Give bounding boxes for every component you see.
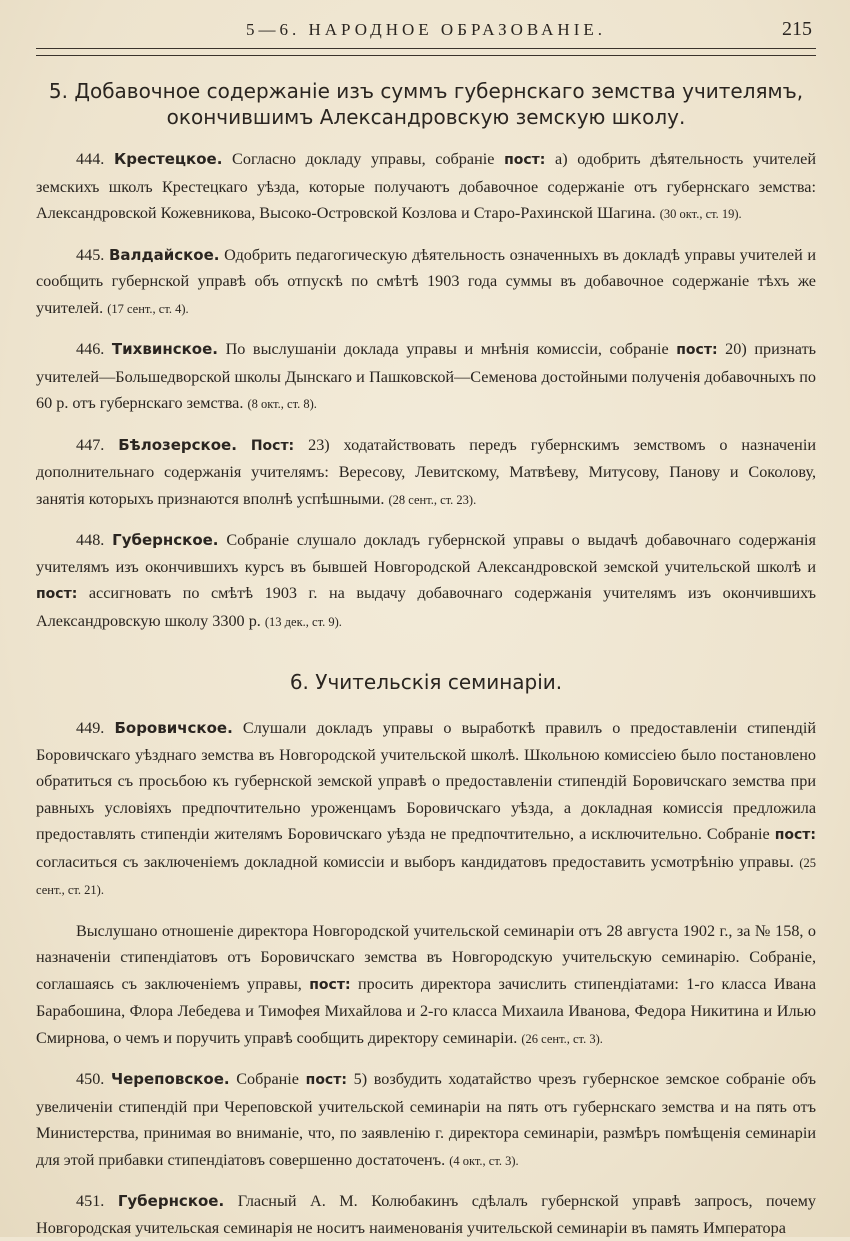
entry-ref: (17 сент., ст. 4).	[107, 301, 189, 316]
section-5-entries	[36, 146, 816, 635]
entry-ref: (28 сент., ст. 23).	[388, 492, 477, 507]
entry-ref: (13 дек., ст. 9).	[264, 614, 342, 629]
entry-pre-text: Слушали докладъ управы о выработкѣ правилъ о предоставленіи стипендій Боровичскаго уѣзднаго земства въ Новгородской учительской школѣ. Школьною комиссіею было постановлено обратиться съ просьбою къ губернской земской управѣ о предоставленіи стипендій Боровичскаго земства при равныхъ условіяхъ предпочтительно уроженцамъ Боровичскаго уѣзда, а докладная комиссія предложила предоставлять стипендіи жителямъ Боровичскаго уѣзда не предпочтительно, а исключительно. Собраніе	[36, 719, 816, 843]
header-rule-thin	[36, 55, 816, 56]
entry-place: Тихвинское.	[111, 340, 218, 358]
entry-449-continued	[36, 918, 816, 1053]
entry-text: согласиться съ заключеніемъ докладной комиссіи и выборъ кандидатовъ предоставить усмотрѣнію управы.	[36, 852, 794, 871]
entry-450	[36, 1066, 816, 1174]
entry-text: ассигновать по смѣтѣ 1903 г. на выдачу добавочнаго содержанія учителямъ изъ окончившихъ Александровскую школу 3300 р.	[36, 584, 816, 630]
entry-text: 20) признать учителей—Большедворской школы Дынскаго и Пашковской—Семенова достойными полученія добавочныхъ по 60 р. отъ губернскаго земства.	[36, 340, 817, 412]
entry-pre-text: По выслушаніи доклада управы и мнѣнія комиссіи, собраніе	[225, 340, 669, 358]
running-head-title: 5—6. НАРОДНОЕ ОБРАЗОВАНІЕ.	[245, 20, 606, 39]
entry-pre-text: Собраніе слушало докладъ губернской управы о выдачѣ добавочнаго содержанія учителямъ изъ окончившихъ курсъ въ бывшей Новгородской Александровской земской учительской школѣ и	[36, 531, 816, 576]
entry-post-label: Пост:	[250, 437, 295, 454]
entry-place: Боровичское.	[114, 719, 233, 737]
entry-place: Губернское.	[117, 1192, 225, 1210]
entry-place: Валдайское.	[108, 245, 220, 264]
entry-post-label: пост:	[676, 342, 718, 358]
entry-post-label: пост:	[36, 586, 78, 602]
entry-number: 446.	[76, 340, 105, 358]
entry-444	[36, 146, 816, 228]
entry-ref: (30 окт., ст. 19).	[659, 207, 742, 221]
entry-text: 23) ходатайствовать передъ губернскимъ земствомъ о назначеніи дополнительнаго содержанія учителямъ: Вересову, Левитскому, Матвѣеву, Митусову, Панову и Соколову, занятія которыхъ признаются вполнѣ успѣшными.	[36, 435, 816, 508]
entry-place: Бѣлозерское.	[118, 435, 237, 454]
running-head	[36, 18, 816, 48]
entry-number: 447.	[76, 435, 105, 454]
section-5-heading: 5. Добавочное содержаніе изъ суммъ губернскаго земства учителямъ, окончившимъ Александровскую земскую школу.	[48, 79, 804, 129]
entry-451	[36, 1188, 816, 1241]
entry-ref: (26 сент., ст. 3).	[521, 1031, 603, 1046]
entry-post-label: пост:	[774, 827, 816, 843]
entry-place: Губернское.	[112, 531, 219, 549]
entry-pre-text: Собраніе	[236, 1070, 299, 1088]
entry-number: 448.	[76, 531, 105, 549]
entry-number: 444.	[76, 150, 105, 168]
entry-text: Одобрить педагогическую дѣятельность означенныхъ въ докладѣ управы учителей и сообщить губернской управѣ объ отпускѣ по смѣтѣ 1903 года суммы въ добавочное содержаніе тѣхъ же учителей.	[36, 245, 817, 317]
entry-place: Крестецкое.	[113, 150, 223, 168]
section-6-heading: 6. Учительскія семинаріи.	[289, 670, 563, 694]
entry-449	[36, 715, 816, 904]
entry-number: 445.	[76, 245, 105, 264]
header-rule	[36, 48, 816, 49]
entry-445	[36, 242, 816, 323]
entry-pre-text: Выслушано отношеніе директора Новгородской учительской семинаріи отъ 28 августа 1902 г., за № 158, о назначеніи стипендіатовъ отъ Боровичскаго земства въ Новгородскую учительскую семинарію. Собраніе, соглашаясь съ заключеніемъ управы,	[36, 921, 816, 993]
entry-post-label: пост:	[305, 1072, 347, 1088]
entry-number: 449.	[76, 719, 105, 737]
entry-ref: (8 окт., ст. 8).	[247, 397, 317, 411]
entry-text: просить директора зачислить стипендіатами: 1-го класса Ивана Барабошина, Флора Лебедева и Тимофея Михайлова и 2-го класса Михаила Иванова, Федора Никитина и Илью Смирнова, о чемъ и поручить управѣ сообщить директору семинаріи.	[36, 974, 817, 1047]
entry-post-label: пост:	[309, 976, 351, 993]
entry-ref: (25 сент., ст. 21).	[36, 855, 816, 897]
entry-448	[36, 527, 816, 635]
entry-text: 5) возбудить ходатайство чрезъ губернское земское собраніе объ увеличеніи стипендій при Череповской учительской семинаріи на пять отъ губернскаго земства и на пять отъ Министерства, принимая во вниманіе, что, по заявленію г. директора семинаріи, размѣръ помѣщенія семинаріи для этой прибавки стипендіатовъ совершенно достаточенъ.	[36, 1070, 816, 1169]
entry-447	[36, 432, 816, 514]
page-number: 215	[782, 18, 812, 40]
entry-ref: (4 окт., ст. 3).	[449, 1153, 519, 1168]
entry-text: а) одобрить дѣятельность учителей земскихъ школъ Крестецкаго уѣзда, которые получаютъ добавочное содержаніе отъ губернскаго земства: Александровской Кожевникова, Высоко-Островской Козлова и Старо-Рахинской Шагина.	[36, 150, 817, 222]
entry-post-label: пост:	[504, 152, 546, 168]
entry-number: 450.	[76, 1070, 105, 1088]
section-6-entries	[36, 715, 816, 1241]
entry-place: Череповское.	[110, 1070, 230, 1088]
entry-446	[36, 336, 816, 418]
entry-number: 451.	[76, 1192, 105, 1210]
entry-pre-text: Гласный А. М. Колюбакинъ сдѣлалъ губернской управѣ запросъ, почему Новгородская учительская семинарія не носитъ наименованія учительской семинаріи въ память Императора	[36, 1192, 816, 1237]
entry-pre-text: Согласно докладу управы, собраніе	[232, 150, 495, 168]
